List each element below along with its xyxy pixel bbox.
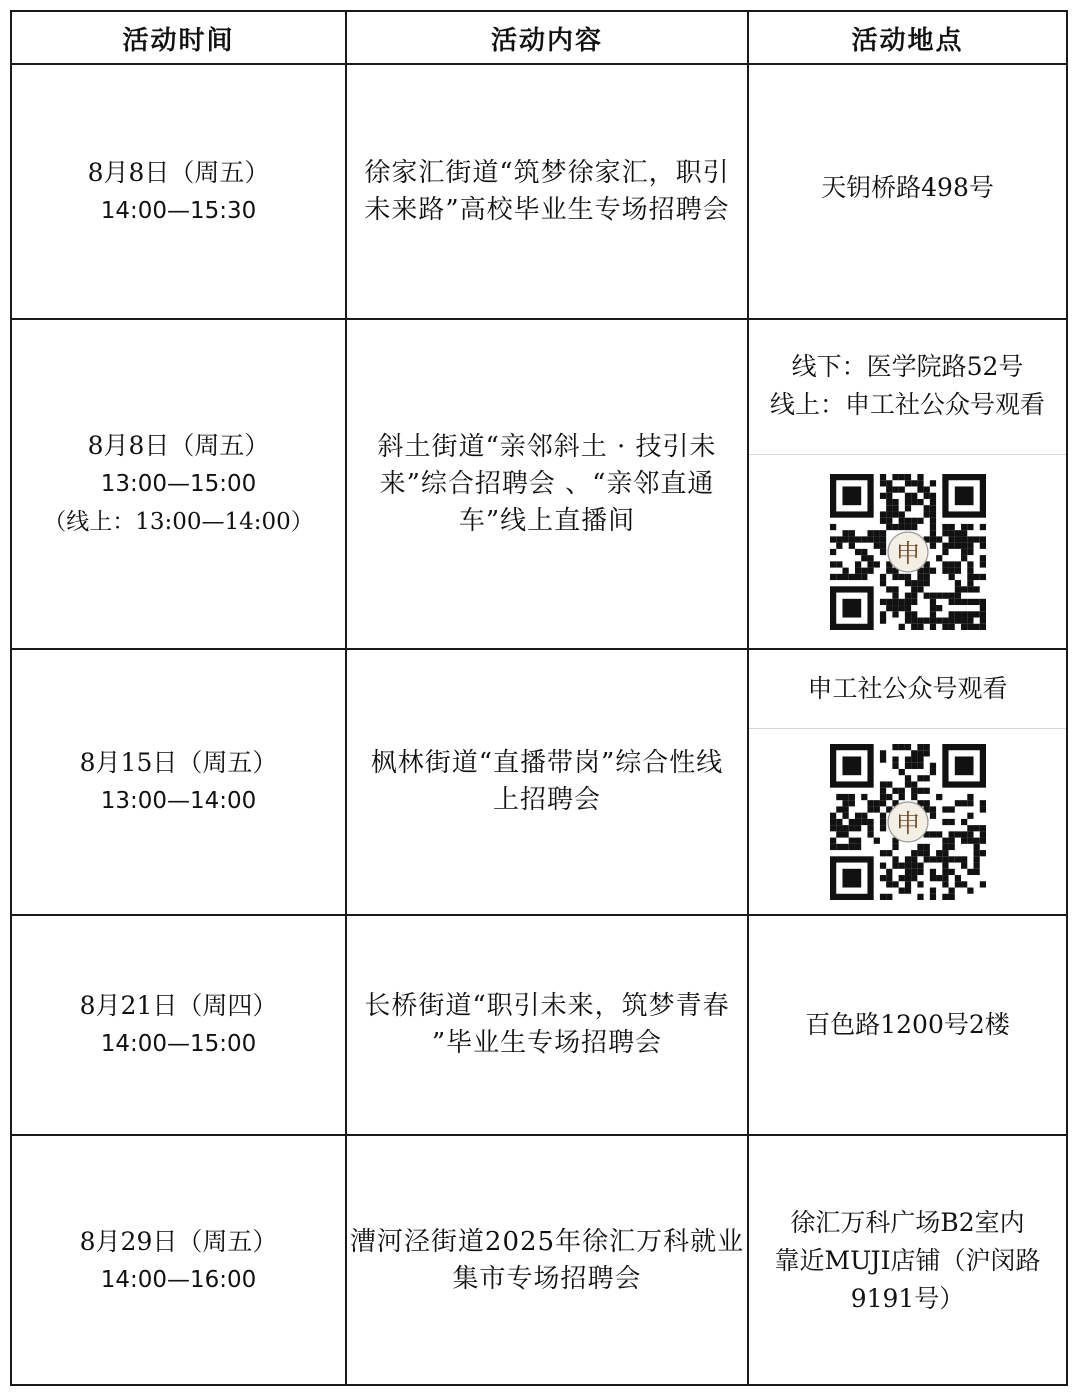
svg-text:申: 申: [895, 808, 920, 838]
table-header-row: [12, 12, 1066, 64]
event-content-cell: [347, 65, 747, 318]
schedule-table: [10, 10, 1068, 1386]
event-location-cell: [749, 916, 1066, 1134]
event-content-line: 斜土街道“亲邻斜土 · 技引未: [377, 431, 717, 462]
event-content-line: 来”综合招聘会 、“亲邻直通: [379, 468, 715, 499]
table-row: [12, 916, 1066, 1134]
location-text-block: [749, 320, 1066, 452]
event-location-cell: [749, 1136, 1066, 1386]
table-row: [12, 1136, 1066, 1386]
event-time: 14:00—15:30: [100, 197, 257, 224]
event-content-line: 长桥街道“职引未来，筑梦青春: [364, 991, 730, 1021]
event-location-cell: [749, 320, 1066, 648]
event-location-line: 线下：医学院路52号: [791, 352, 1024, 381]
event-location-line: 9191号）: [850, 1284, 965, 1313]
event-content-line: 漕河泾街道2025年徐汇万科就业: [349, 1227, 745, 1257]
event-time: 14:00—15:00: [100, 1031, 257, 1057]
event-content-cell: [347, 916, 747, 1134]
qr-code-icon[interactable]: [830, 744, 986, 900]
event-date: 8月21日（周四）: [79, 991, 278, 1020]
qr-block: [749, 455, 1066, 648]
event-location-line: 徐汇万科广场B2室内: [790, 1208, 1025, 1237]
event-content-line: ”毕业生专场招聘会: [431, 1028, 663, 1058]
event-time: 13:00—15:00: [100, 471, 257, 497]
event-location-line: 申工社公众号观看: [807, 674, 1008, 703]
svg-text:申: 申: [895, 538, 920, 568]
event-location-line: 线上：申工社公众号观看: [769, 390, 1045, 419]
event-content-line: 集市专场招聘会: [452, 1264, 642, 1294]
header-time: 活动时间: [122, 25, 235, 56]
event-content-line: 枫林街道“直播带岗”综合性线: [370, 748, 724, 778]
event-date: 8月29日（周五）: [79, 1227, 278, 1256]
event-content-line: 未来路”高校毕业生专场招聘会: [364, 194, 730, 225]
qr-code-icon[interactable]: [830, 474, 986, 630]
event-time-cell: [12, 65, 345, 318]
event-content-line: 上招聘会: [492, 785, 601, 815]
event-location-line: 靠近MUJI店铺（沪闵路: [774, 1246, 1041, 1275]
header-location: 活动地点: [851, 25, 964, 56]
event-content-cell: [347, 320, 747, 648]
event-time-cell: [12, 320, 345, 648]
event-online-time: （线上：13:00—14:00）: [43, 509, 314, 535]
event-time: 13:00—14:00: [100, 788, 257, 814]
event-date: 8月15日（周五）: [79, 748, 278, 777]
event-time-cell: [12, 650, 345, 914]
event-date: 8月8日（周五）: [87, 157, 270, 187]
table-row: [12, 65, 1066, 318]
event-location-cell: [749, 65, 1066, 318]
event-location-line: 百色路1200号2楼: [805, 1010, 1010, 1039]
event-content-line: 车”线上直播间: [458, 505, 636, 536]
event-date: 8月8日（周五）: [87, 431, 270, 460]
event-content-cell: [347, 1136, 747, 1386]
event-content-line: 徐家汇街道“筑梦徐家汇，职引: [364, 157, 730, 188]
location-text-block: [749, 650, 1066, 728]
header-content: 活动内容: [490, 25, 603, 56]
event-location-line: 天钥桥路498号: [821, 172, 994, 202]
event-location-cell: [749, 650, 1066, 914]
qr-block: [749, 729, 1066, 914]
event-content-cell: [347, 650, 747, 914]
event-time-cell: [12, 1136, 345, 1386]
event-time: 14:00—16:00: [100, 1267, 257, 1293]
event-time-cell: [12, 916, 345, 1134]
table-row: [12, 320, 1066, 648]
table-row: [12, 650, 1066, 914]
